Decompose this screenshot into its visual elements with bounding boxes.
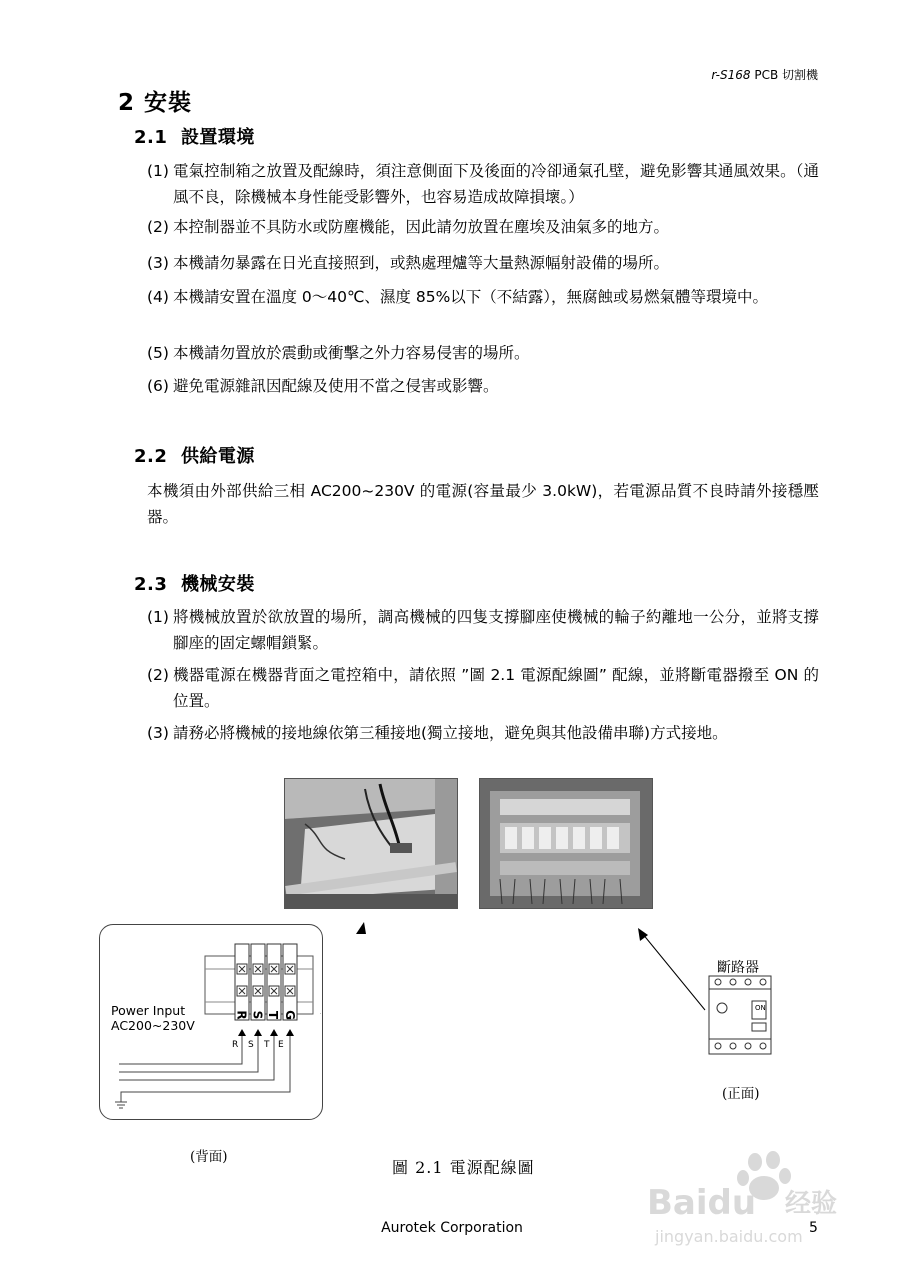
panel-photo [479, 778, 653, 909]
item-text: 請務必將機械的接地線依第三種接地(獨立接地，避免與其他設備串聯)方式接地。 [173, 724, 728, 742]
item-number: (2) [147, 666, 169, 684]
watermark-url: jingyan.baidu.com [655, 1227, 803, 1246]
terminal-label: T [266, 1010, 281, 1020]
section-title: 供給電源 [180, 446, 255, 467]
footer-company: Aurotek Corporation [381, 1220, 523, 1236]
item-text: 電氣控制箱之放置及配線時，須注意側面下及後面的冷卻通氣孔壁，避免影響其通風效果。（通風不良，除機械本身性能受影響外，也容易造成故障損壞。） [173, 162, 819, 206]
arrow-to-panel [630, 925, 710, 1015]
section-heading-2-3 [134, 570, 255, 596]
item-text: 將機械放置於欲放置的場所，調高機械的四隻支撐腳座使機械的輪子約離地一公分，並將支撐腳座的固定螺帽鎖緊。 [173, 608, 819, 652]
item-text: 本控制器並不具防水或防塵機能，因此請勿放置在塵埃及油氣多的地方。 [173, 218, 670, 236]
power-input-label [111, 1003, 195, 1033]
item-text: 機器電源在機器背面之電控箱中，請依照 ”圖 2.1 電源配線圖” 配線，並將斷電器撥至 ON 的位置。 [173, 666, 819, 710]
section-title: 設置環境 [180, 127, 255, 148]
header-title: PCB 切割機 [750, 68, 818, 82]
list-item [147, 158, 819, 210]
terminal-label: R [234, 1010, 249, 1020]
figure-caption: 圖 2.1 電源配線圖 [392, 1158, 535, 1177]
cabinet-photo [284, 778, 458, 909]
item-text: 本機請安置在溫度 0～40℃、濕度 85%以下（不結露），無腐蝕或易燃氣體等環境中。 [173, 288, 769, 306]
item-text: 本機請勿置放於震動或衝擊之外力容易侵害的場所。 [173, 344, 530, 362]
section-title: 機械安裝 [180, 574, 255, 595]
item-text: 避免電源雜訊因配線及使用不當之侵害或影響。 [173, 377, 499, 395]
section-heading-2-2 [134, 442, 255, 468]
page-header [711, 66, 818, 83]
watermark-logo [645, 1150, 865, 1260]
item-number: (4) [147, 288, 169, 306]
item-number: (3) [147, 724, 169, 742]
arrow-up-icon [350, 920, 370, 940]
breaker-title: 斷路器 [717, 960, 759, 976]
caption-back: (背面) [190, 1149, 228, 1165]
power-input-line2: AC200~230V [111, 1018, 195, 1033]
power-input-line1: Power Input [111, 1003, 186, 1018]
item-number: (5) [147, 344, 169, 362]
terminal-label: S [250, 1010, 265, 1020]
list-item [147, 284, 819, 310]
caption-front: (正面) [722, 1086, 760, 1102]
wire-label: S [248, 1040, 254, 1050]
section-number: 2.2 [134, 446, 168, 467]
item-number: (3) [147, 254, 169, 272]
section-number: 2.1 [134, 127, 168, 148]
section-paragraph: 本機須由外部供給三相 AC200~230V 的電源(容量最少 3.0kW)，若電源品質不良時請外接穩壓器。 [147, 482, 819, 526]
item-number: (1) [147, 162, 169, 180]
item-number: (2) [147, 218, 169, 236]
chapter-heading [118, 84, 192, 117]
item-number: (1) [147, 608, 169, 626]
watermark-brand: Baidu [647, 1183, 757, 1223]
list-item [147, 720, 819, 746]
list-item [147, 250, 819, 276]
list-item [147, 373, 819, 399]
wire-label: E [278, 1040, 284, 1050]
wire-label: R [232, 1040, 239, 1050]
wire-label: T [264, 1040, 270, 1050]
header-model: r-S168 [711, 68, 751, 82]
watermark-cn: 经验 [785, 1189, 838, 1219]
chapter-number: 2 [118, 90, 136, 116]
item-number: (6) [147, 377, 169, 395]
list-item [147, 214, 819, 240]
terminal-label: G [282, 1010, 297, 1020]
section-number: 2.3 [134, 574, 168, 595]
list-item [147, 340, 819, 366]
breaker-icon [708, 975, 772, 1055]
page-number: 5 [809, 1220, 818, 1236]
chapter-title: 安裝 [144, 90, 193, 116]
list-item [147, 662, 819, 714]
breaker-switch-label: ON [755, 1004, 766, 1012]
item-text: 本機請勿暴露在日光直接照到，或熱處理爐等大量熱源幅射設備的場所。 [173, 254, 670, 272]
section-heading-2-1 [134, 123, 255, 149]
list-item [147, 604, 819, 656]
